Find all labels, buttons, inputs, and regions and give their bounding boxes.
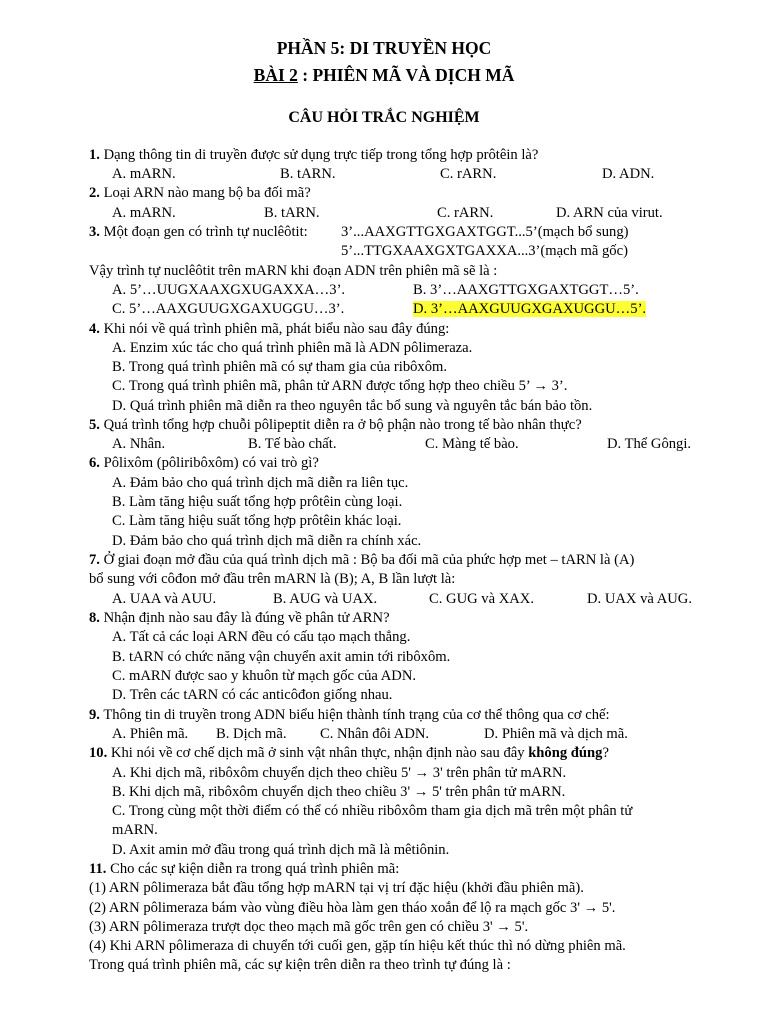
question-number: 5. (89, 417, 100, 433)
q9-option-a: A. Phiên mã. (112, 726, 189, 742)
question-number: 10. (89, 745, 108, 761)
question-2 (89, 184, 311, 202)
q10-option-b: B. Khi dịch mã, ribôxôm chuyển dịch theo chiều 3' → 5' trên phân tử mARN. (112, 784, 566, 800)
question-number: 6. (89, 455, 100, 471)
q4-option-d: D. Quá trình phiên mã diễn ra theo nguyên tắc bổ sung và nguyên tắc bán bảo tồn. (112, 398, 593, 414)
question-text: Một đoạn gen có trình tự nuclêôtit: (99, 224, 308, 240)
q10-option-c-continued: mARN. (112, 822, 158, 838)
q2-option-d: D. ARN của virut. (556, 205, 663, 221)
question-5 (89, 416, 582, 434)
emphasis-not-correct: không đúng (528, 745, 603, 761)
q11-event-3: (3) ARN pôlimeraza trượt dọc theo mạch mã gốc trên gen có chiều 3' → 5'. (89, 919, 529, 935)
q9-option-b: B. Dịch mã. (216, 726, 287, 742)
q5-option-d: D. Thể Gôngi. (607, 436, 692, 452)
q3-option-d (413, 300, 646, 318)
question-text: Loại ARN nào mang bộ ba đối mã? (99, 185, 311, 201)
q8-option-b: B. tARN có chức năng vận chuyển axit amin tới ribôxôm. (112, 649, 451, 665)
q7-option-b: B. AUG và UAX. (273, 591, 378, 607)
question-3 (89, 223, 308, 241)
q3-option-b: B. 3’…AAXGTTGXGAXTGGT…5’. (413, 282, 639, 298)
q11-event-1: (1) ARN pôlimeraza bắt đầu tổng hợp mARN tại vị trí đặc hiệu (khởi đầu phiên mã). (89, 880, 584, 896)
question-text: Khi nói về quá trình phiên mã, phát biểu nào sau đây đúng: (99, 321, 450, 337)
part-title: PHẦN 5: DI TRUYỀN HỌC (276, 38, 492, 58)
question-text: Quá trình tổng hợp chuỗi pôlipeptit diễn ra ở bộ phận nào trong tế bào nhân thực? (99, 417, 582, 433)
q10-option-d: D. Axit amin mở đầu trong quá trình dịch mã là mêtiônin. (112, 842, 450, 858)
q3-stem: Vậy trình tự nuclêôtit trên mARN khi đoạn ADN trên phiên mã sẽ là : (89, 263, 498, 279)
q3-option-a: A. 5’…UUGXAAXGXUGAXXA…3’. (112, 282, 346, 298)
question-number: 7. (89, 552, 100, 568)
q8-option-a: A. Tất cả các loại ARN đều có cấu tạo mạch thẳng. (112, 629, 411, 645)
q5-option-a: A. Nhân. (112, 436, 166, 452)
q9-option-c: C. Nhân đôi ADN. (320, 726, 430, 742)
question-7-continued: bổ sung với côđon mở đầu trên mARN là (B); A, B lần lượt là: (89, 571, 456, 587)
question-4 (89, 320, 449, 338)
q1-option-d: D. ADN. (602, 166, 655, 182)
q2-option-a: A. mARN. (112, 205, 176, 221)
lesson-title: : PHIÊN MÃ VÀ DỊCH MÃ (297, 65, 515, 85)
question-text: Cho các sự kiện diễn ra trong quá trình phiên mã: (106, 861, 400, 877)
question-text: Pôlixôm (pôliribôxôm) có vai trò gì? (99, 455, 319, 471)
q3-option-c: C. 5’…AAXGUUGXGAXUGGU…3’. (112, 301, 345, 317)
highlighted-answer: D. 3’…AAXGUUGXGAXUGGU…5’. (413, 301, 647, 317)
q4-option-b: B. Trong quá trình phiên mã có sự tham gia của ribôxôm. (112, 359, 448, 375)
question-text: Ở giai đoạn mở đầu của quá trình dịch mã : Bộ ba đối mã của phức hợp met – tARN là (A) (99, 552, 635, 568)
q3-sequence-1: 3’...AAXGTTGXGAXTGGT...5’(mạch bổ sung) (341, 224, 629, 240)
q7-option-d: D. UAX và AUG. (587, 591, 692, 607)
q1-option-a: A. mARN. (112, 166, 176, 182)
question-text-tail: ? (602, 745, 609, 761)
question-11 (89, 860, 399, 878)
lesson-label: BÀI 2 (253, 65, 298, 85)
q10-option-c: C. Trong cùng một thời điểm có thể có nhiều ribôxôm tham gia dịch mã trên một phân tử (112, 803, 633, 819)
q6-option-d: D. Đảm bảo cho quá trình dịch mã diễn ra chính xác. (112, 533, 422, 549)
q1-option-b: B. tARN. (280, 166, 336, 182)
q6-option-b: B. Làm tăng hiệu suất tổng hợp prôtêin cùng loại. (112, 494, 403, 510)
q9-option-d: D. Phiên mã và dịch mã. (484, 726, 628, 742)
q4-option-a: A. Enzim xúc tác cho quá trình phiên mã là ADN pôlimeraza. (112, 340, 473, 356)
q11-stem: Trong quá trình phiên mã, các sự kiện trên diễn ra theo trình tự đúng là : (89, 957, 511, 973)
question-number: 4. (89, 321, 100, 337)
question-text: Nhận định nào sau đây là đúng về phân tử ARN? (99, 610, 390, 626)
q10-option-a: A. Khi dịch mã, ribôxôm chuyển dịch theo chiều 5' → 3' trên phân tử mARN. (112, 765, 567, 781)
lesson-title-line (0, 64, 768, 86)
question-text: Khi nói về cơ chế dịch mã ở sinh vật nhân thực, nhận định nào sau đây (107, 745, 529, 761)
question-1 (89, 146, 538, 164)
q6-option-a: A. Đảm bảo cho quá trình dịch mã diễn ra liên tục. (112, 475, 409, 491)
q6-option-c: C. Làm tăng hiệu suất tổng hợp prôtêin khác loại. (112, 513, 402, 529)
q3-sequence-2: 5’...TTGXAAXGXTGAXXA...3’(mạch mã gốc) (341, 243, 628, 259)
question-number: 1. (89, 147, 100, 163)
section-title: CÂU HỎI TRẮC NGHIỆM (288, 109, 480, 126)
q2-option-b: B. tARN. (264, 205, 320, 221)
question-number: 11. (89, 861, 107, 877)
q11-event-4: (4) Khi ARN pôlimeraza di chuyển tới cuối gen, gặp tín hiệu kết thúc thì nó dừng phiên mã. (89, 938, 626, 954)
question-7 (89, 551, 634, 569)
question-number: 2. (89, 185, 100, 201)
q7-option-a: A. UAA và AUU. (112, 591, 217, 607)
question-number: 9. (89, 707, 100, 723)
question-8 (89, 609, 390, 627)
q5-option-b: B. Tế bào chất. (248, 436, 337, 452)
q11-event-2: (2) ARN pôlimeraza bám vào vùng điều hòa làm gen tháo xoắn để lộ ra mạch gốc 3' → 5'. (89, 900, 616, 916)
q7-option-c: C. GUG và XAX. (429, 591, 534, 607)
question-9 (89, 706, 610, 724)
q4-option-c: C. Trong quá trình phiên mã, phân tử ARN được tổng hợp theo chiều 5’ → 3’. (112, 378, 568, 394)
q8-option-c: C. mARN được sao y khuôn từ mạch gốc của ADN. (112, 668, 417, 684)
question-6 (89, 454, 319, 472)
q5-option-c: C. Màng tế bào. (425, 436, 519, 452)
q1-option-c: C. rARN. (440, 166, 497, 182)
question-10 (89, 744, 609, 762)
question-number: 8. (89, 610, 100, 626)
q2-option-c: C. rARN. (437, 205, 494, 221)
q8-option-d: D. Trên các tARN có các anticôđon giống nhau. (112, 687, 393, 703)
question-text: Thông tin di truyền trong ADN biểu hiện thành tính trạng của cơ thể thông qua cơ chế: (99, 707, 610, 723)
question-number: 3. (89, 224, 100, 240)
question-text: Dạng thông tin di truyền được sử dụng trực tiếp trong tổng hợp prôtêin là? (99, 147, 539, 163)
